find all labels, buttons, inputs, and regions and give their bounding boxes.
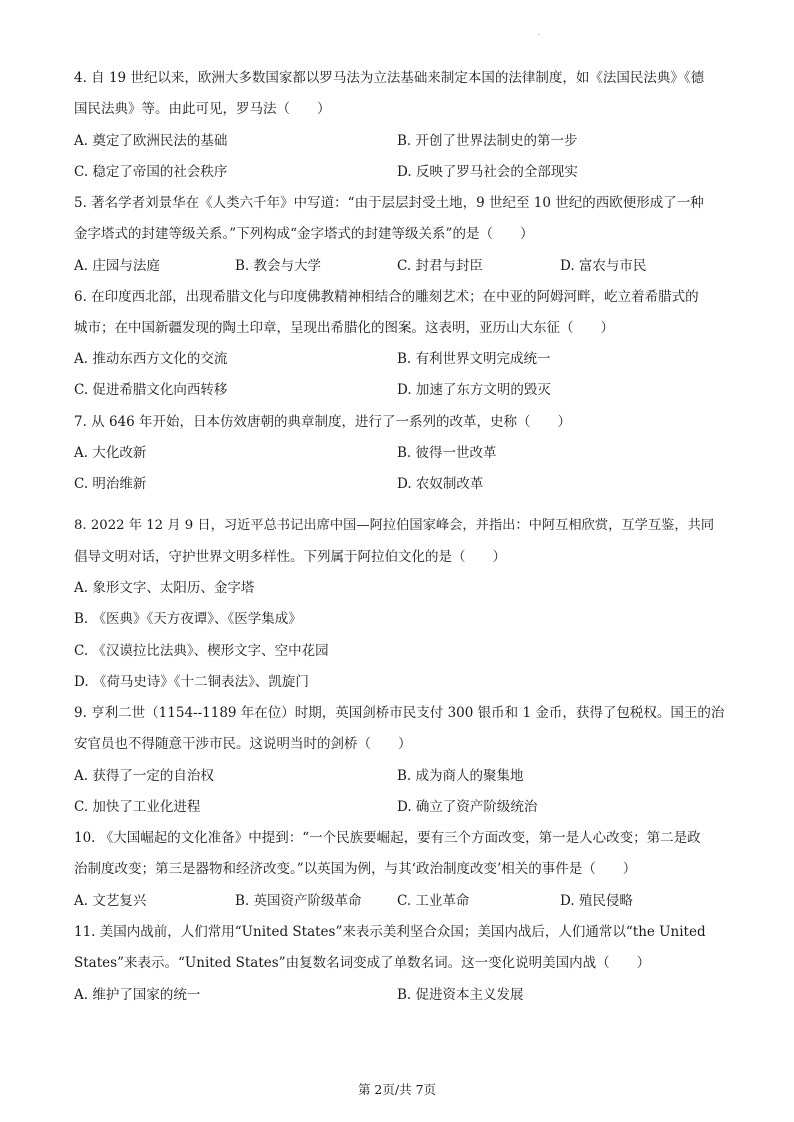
scan-mark: · xyxy=(538,32,540,39)
question-10-line-1: 10. 《大国崛起的文化准备》中提到：“一个民族要崛起，要有三个方面改变，第一是人心改变；第二是政 xyxy=(74,830,701,846)
question-7-line-1: 7. 从 646 年开始，日本仿效唐朝的典章制度，进行了一系列的改革，史称（ ） xyxy=(74,414,572,430)
question-6-line-1: 6. 在印度西北部，出现希腊文化与印度佛教精神相结合的雕刻艺术；在中亚的阿姆河畔，屹立着希腊式的 xyxy=(74,289,699,305)
question-4-line-1: 4. 自 19 世纪以来，欧洲大多数国家都以罗马法为立法基础来制定本国的法律制度，如《法国民法典》《德 xyxy=(74,70,705,86)
question-6-line-2: 城市；在中国新疆发现的陶土印章，呈现出希腊化的图案。这表明，亚历山大东征（ ） xyxy=(74,320,614,336)
question-7-option-b: B. 彼得一世改革 xyxy=(397,445,497,461)
question-4-option-a: A. 奠定了欧洲民法的基础 xyxy=(74,133,228,149)
question-5-option-c: C. 封君与封臣 xyxy=(397,258,483,274)
question-6-option-a: A. 推动东西方文化的交流 xyxy=(74,351,228,367)
question-9-line-1: 9. 亨利二世（1154--1189 年在位）时期，英国剑桥市民支付 300 银币和 1 金币，获得了包税权。国王的治 xyxy=(74,705,725,721)
question-5-option-a: A. 庄园与法庭 xyxy=(74,258,160,274)
question-5-option-b: B. 教会与大学 xyxy=(235,258,322,274)
question-11-line-2: States”来表示。“United States”由复数名词变成了单数名词。这一变化说明美国内战（ ） xyxy=(74,955,651,971)
question-11-option-a: A. 维护了国家的统一 xyxy=(74,987,201,1003)
question-8-option-b: B. 《医典》《天方夜谭》、《医学集成》 xyxy=(74,611,302,627)
question-4-option-d: D. 反映了罗马社会的全部现实 xyxy=(397,164,578,180)
question-4-option-c: C. 稳定了帝国的社会秩序 xyxy=(74,164,228,180)
question-7-option-c: C. 明治维新 xyxy=(74,476,147,492)
question-10-option-a: A. 文艺复兴 xyxy=(74,893,147,909)
question-5-line-2: 金字塔式的封建等级关系。”下列构成“金字塔式的封建等级关系”的是（ ） xyxy=(74,226,534,242)
question-4-option-b: B. 开创了世界法制史的第一步 xyxy=(397,133,578,149)
question-9-option-d: D. 确立了资产阶级统治 xyxy=(397,799,538,815)
question-6-option-b: B. 有利世界文明完成统一 xyxy=(397,351,551,367)
question-8-option-c: C. 《汉谟拉比法典》、楔形文字、空中花园 xyxy=(74,643,329,659)
question-5-line-1: 5. 著名学者刘景华在《人类六千年》中写道：“由于层层封受土地，9 世纪至 10 世纪的西欧便形成了一种 xyxy=(74,195,704,211)
question-9-option-c: C. 加快了工业化进程 xyxy=(74,799,201,815)
question-4-line-2: 国民法典》等。由此可见，罗马法（ ） xyxy=(74,101,331,117)
question-10-option-c: C. 工业革命 xyxy=(397,893,470,909)
question-6-option-c: C. 促进希腊文化向西转移 xyxy=(74,382,228,398)
question-11-line-1: 11. 美国内战前，人们常用“United States”来表示美利坚合众国；美国内战后，人们通常以“the United xyxy=(74,924,706,940)
question-8-line-2: 倡导文明对话，守护世界文明多样性。下列属于阿拉伯文化的是（ ） xyxy=(74,549,506,565)
question-10-line-2: 治制度改变；第三是器物和经济改变。”以英国为例，与其‘政治制度改变’相关的事件是（ ） xyxy=(74,861,637,877)
question-7-option-a: A. 大化改新 xyxy=(74,445,147,461)
question-10-option-b: B. 英国资产阶级革命 xyxy=(235,893,362,909)
question-8-option-d: D. 《荷马史诗》《十二铜表法》、凯旋门 xyxy=(74,674,309,690)
question-5-option-d: D. 富农与市民 xyxy=(560,258,647,274)
question-8-line-1: 8. 2022 年 12 月 9 日，习近平总书记出席中国—阿拉伯国家峰会，并指出：中阿互相欣赏，互学互鉴，共同 xyxy=(74,518,715,533)
question-9-option-a: A. 获得了一定的自治权 xyxy=(74,768,214,784)
page-number: 第 2页/共 7页 xyxy=(357,1082,437,1097)
question-10-option-d: D. 殖民侵略 xyxy=(560,893,633,909)
question-9-line-2: 安官员也不得随意干涉市民。这说明当时的剑桥（ ） xyxy=(74,736,412,752)
question-9-option-b: B. 成为商人的聚集地 xyxy=(397,768,524,784)
question-8-option-a: A. 象形文字、太阳历、金字塔 xyxy=(74,580,255,596)
question-11-option-b: B. 促进资本主义发展 xyxy=(397,987,524,1003)
question-6-option-d: D. 加速了东方文明的毁灭 xyxy=(397,382,551,398)
question-7-option-d: D. 农奴制改革 xyxy=(397,476,484,492)
